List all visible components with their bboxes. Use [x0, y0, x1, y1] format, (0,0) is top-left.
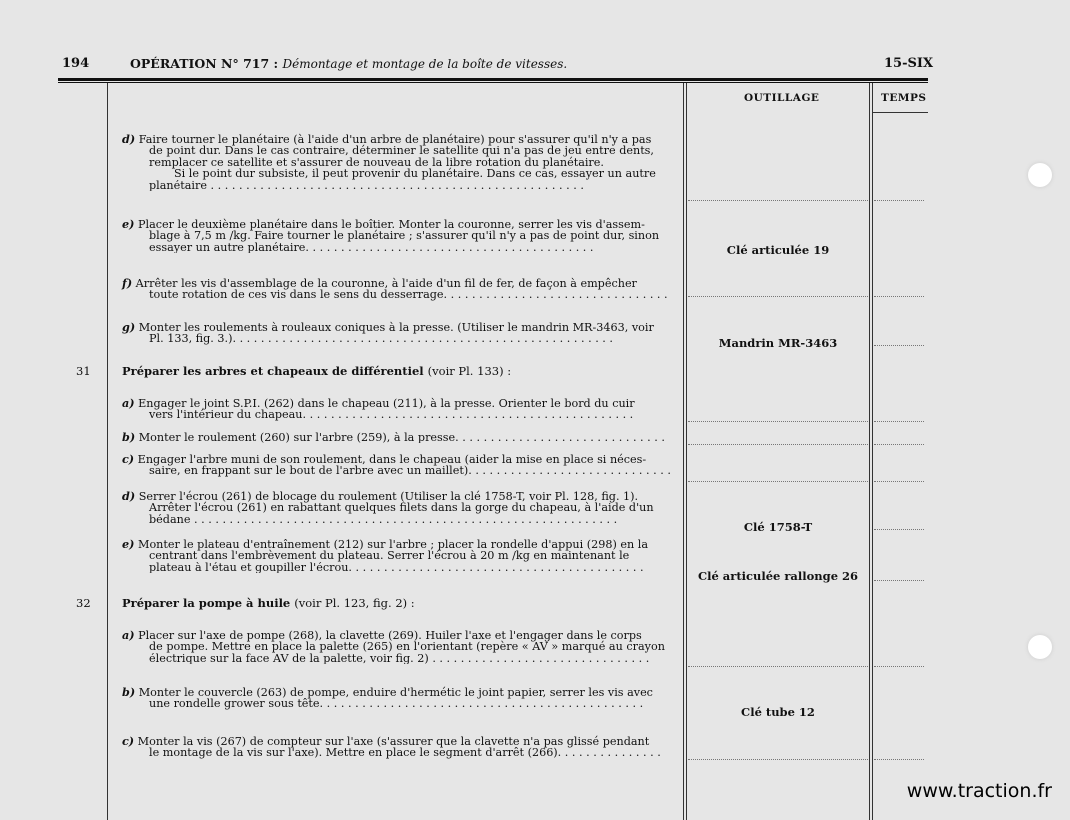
step-d-planetaire: d) Faire tourner le planétaire (à l'aide d'un arbre de planétaire) pour s'assurer qu'il n'y a pas de point dur. Dans le cas contraire, déterminer le satellite qui n'a pas de jeu entre dents, remplacer ce satellite et s'assurer de nouveau de la libre rotation du planétaire. Si le point dur subsiste, il peut provenir du planétaire. Dans ce cas, essayer un autre planétaire . . . . . . . . . . . . . . . . . . . . . . . . . . . . . . . . . . . . . . . . . . . . . . . . . . . . .: [122, 132, 656, 192]
punch-hole: [1028, 163, 1052, 187]
step-32b-couvercle: b) Monter le couvercle (263) de pompe, enduire d'hermétic le joint papier, serrer les vis avec une rondelle grower sous tête. . . . . . . . . . . . . . . . . . . . . . . . . . . . . . . . . . . . . . . . . . . . . .: [122, 685, 653, 710]
tool-cle-1758t: Clé 1758-T: [743, 520, 813, 534]
punch-hole: [1028, 635, 1052, 659]
row-separator: [688, 759, 868, 760]
row-separator: [874, 296, 924, 297]
temps-column-rule-inner: [872, 83, 873, 820]
section-title-31: Préparer les arbres et chapeaux de différentiel (voir Pl. 133) :: [122, 364, 512, 378]
section-number-31: 31: [76, 364, 91, 378]
tool-cle-rallonge-26: Clé articulée rallonge 26: [697, 569, 859, 583]
header-rule-thin: [58, 82, 928, 83]
step-g-roulements: g) Monter les roulements à rouleaux coniques à la presse. (Utiliser le mandrin MR-3463, voir Pl. 133, fig. 3.). . . . . . . . . . . . . . . . . . . . . . . . . . . . . . . . . . . . . . . . . . . . . . . . . . . . . .: [122, 320, 654, 345]
row-separator: [874, 529, 924, 530]
row-separator: [688, 481, 868, 482]
row-separator: [688, 666, 868, 667]
outillage-header: OUTILLAGE: [744, 92, 820, 104]
row-separator: [874, 580, 924, 581]
operation-title: Démontage et montage de la boîte de vitesses.: [282, 57, 568, 71]
outillage-column-rule: [683, 83, 684, 820]
step-31b-roulement: b) Monter le roulement (260) sur l'arbre (259), à la presse. . . . . . . . . . . . . . . . . . . . . . . . . . . . . .: [122, 432, 665, 444]
row-separator: [874, 666, 924, 667]
row-separator: [874, 759, 924, 760]
tool-mandrin: Mandrin MR-3463: [718, 336, 838, 350]
row-separator: [874, 444, 924, 445]
step-31d-ecrou: d) Serrer l'écrou (261) de blocage du roulement (Utiliser la clé 1758-T, voir Pl. 128, fig. 1). Arrêter l'écrou (261) en rabattant quelques filets dans la gorge du chapeau, à l'aide d'un bédane . . . . . . . . . . . . . . . . . . . . . . . . . . . . . . . . . . . . . . . . . . . . . . . . . . . . . . . . . . . .: [122, 489, 654, 526]
row-separator: [688, 444, 868, 445]
page-number: 194: [62, 56, 90, 71]
left-column-rule: [107, 83, 108, 820]
temps-header: TEMPS: [881, 92, 927, 104]
tool-cle-tube-12: Clé tube 12: [741, 705, 815, 719]
step-31e-plateau: e) Monter le plateau d'entraînement (212) sur l'arbre ; placer la rondelle d'appui (298) en la centrant dans l'embrèvement du plateau. Serrer l'écrou à 20 m /kg en maintenant le plateau à l'étau et goupiller l'écrou. . . . . . . . . . . . . . . . . . . . . . . . . . . . . . . . . . . . . . . . . .: [122, 537, 648, 574]
header-rule: [58, 78, 928, 81]
temps-header-rule: [873, 112, 928, 113]
step-f-fil-de-fer: f) Arrêter les vis d'assemblage de la couronne, à l'aide d'un fil de fer, de façon à empêcher toute rotation de ces vis dans le sens du desserrage. . . . . . . . . . . . . . . . . . . . . . . . . . . . . . . .: [122, 276, 668, 301]
watermark: www.traction.fr: [906, 780, 1052, 802]
row-separator: [874, 345, 924, 346]
step-32a-axe: a) Placer sur l'axe de pompe (268), la clavette (269). Huiler l'axe et l'engager dans le corps de pompe. Mettre en place la palette (265) en l'orientant (repère « AV » marqué au crayon électrique sur la face AV de la palette, voir fig. 2) . . . . . . . . . . . . . . . . . . . . . . . . . . . . . . .: [122, 628, 665, 665]
step-e-couronne: e) Placer le deuxième planétaire dans le boîtier. Monter la couronne, serrer les vis d'assem- blage à 7,5 m /kg. Faire tourner le planétaire ; s'assurer qu'il n'y a pas de point dur, sinon essayer un autre planétaire. . . . . . . . . . . . . . . . . . . . . . . . . . . . . . . . . . . . . . . . .: [122, 217, 660, 254]
operation-label: OPÉRATION: [130, 56, 217, 71]
section-number-32: 32: [76, 596, 91, 610]
row-separator: [688, 421, 868, 422]
row-separator: [688, 296, 868, 297]
tool-cle-articulee-19: Clé articulée 19: [726, 243, 830, 257]
model-label: 15-SIX: [884, 56, 934, 71]
step-31a-joint: a) Engager le joint S.P.I. (262) dans le chapeau (211), à la presse. Orienter le bord du cuir vers l'intérieur du chapeau. . . . . . . . . . . . . . . . . . . . . . . . . . . . . . . . . . . . . . . . . . . . . . .: [122, 396, 635, 421]
step-31c-arbre: c) Engager l'arbre muni de son roulement, dans le chapeau (aider la mise en place si néces- saire, en frappant sur le bout de l'arbre avec un maillet). . . . . . . . . . . . . . . . . . . . . . . . . . . . .: [122, 452, 671, 477]
section-title-32: Préparer la pompe à huile (voir Pl. 123, fig. 2) :: [122, 596, 415, 610]
operation-number: N° 717 :: [221, 56, 279, 71]
step-32c-vis-compteur: c) Monter la vis (267) de compteur sur l'axe (s'assurer que la clavette n'a pas glissé pendant le montage de la vis sur l'axe). Mettre en place le segment d'arrêt (266). . . . . . . . . . . . . . .: [122, 734, 661, 759]
row-separator: [874, 421, 924, 422]
row-separator: [688, 200, 868, 201]
operation-header: [130, 56, 567, 71]
row-separator: [874, 481, 924, 482]
row-separator: [874, 200, 924, 201]
